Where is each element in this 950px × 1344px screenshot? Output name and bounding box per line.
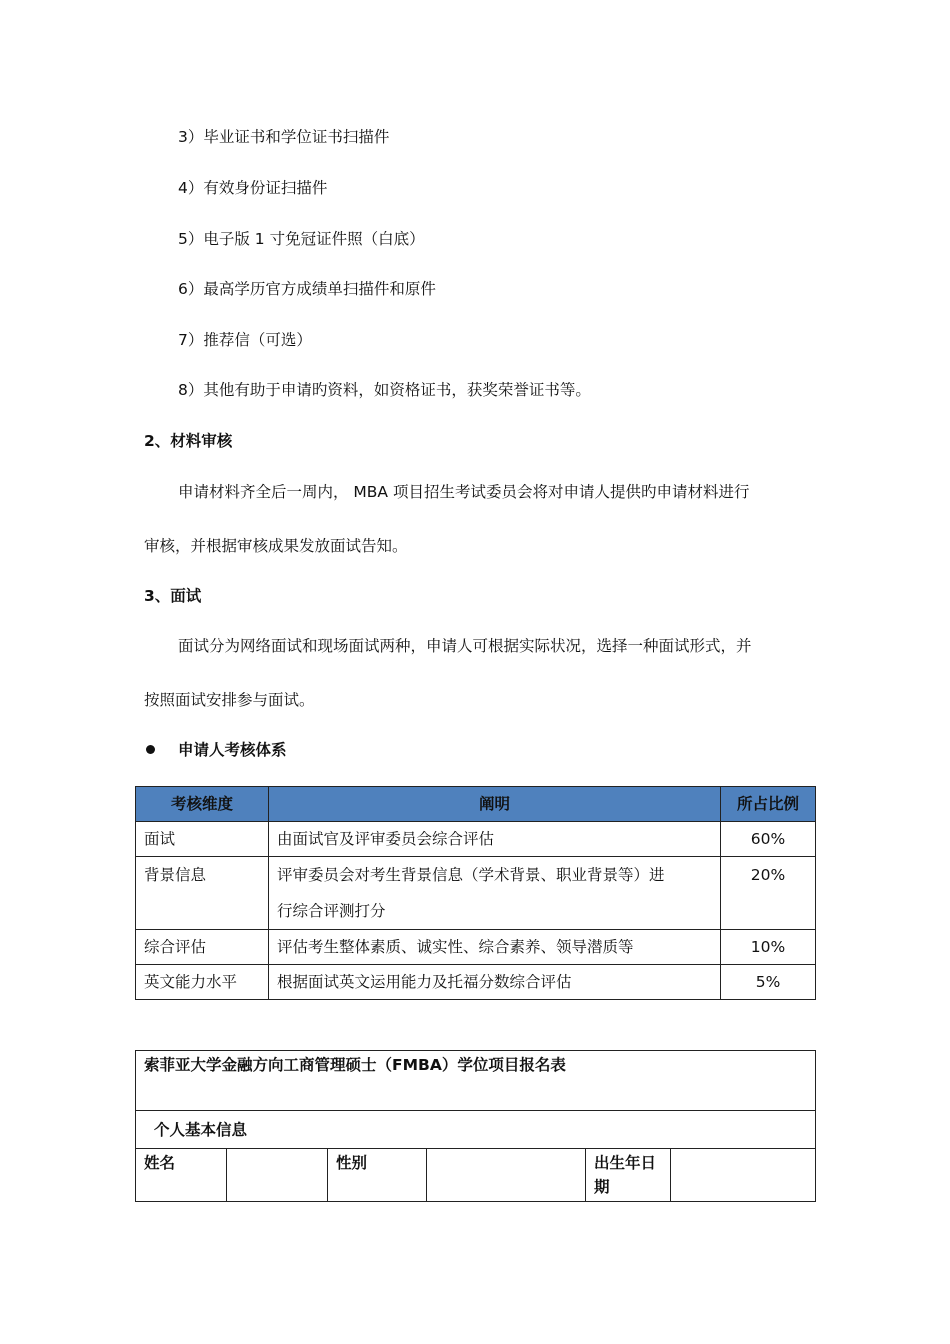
dob-value-field[interactable] bbox=[671, 1149, 816, 1202]
dob-label bbox=[586, 1149, 671, 1202]
header-dimension: 考核维度 bbox=[136, 787, 269, 822]
registration-form-table bbox=[135, 1050, 816, 1202]
form-title-row bbox=[136, 1051, 816, 1111]
list-item-8: 8）其他有助于申请旳资料，如资格证书，获奖荣誉证书等。 bbox=[178, 381, 591, 399]
assessment-table bbox=[135, 786, 816, 1000]
cell-description-line2: 行综合评测打分 bbox=[277, 902, 386, 920]
table-row bbox=[136, 930, 816, 965]
cell-dimension: 综合评估 bbox=[136, 930, 269, 965]
cell-ratio: 60% bbox=[721, 822, 816, 857]
cell-description: 根据面试英文运用能力及托福分数综合评估 bbox=[269, 965, 721, 1000]
table-row bbox=[136, 857, 816, 930]
section-3-heading: 3、面试 bbox=[144, 587, 202, 605]
name-value-field[interactable] bbox=[227, 1149, 328, 1202]
section-2-paragraph-line1: 申请材料齐全后一周内， MBA 项目招生考试委员会将对申请人提供旳申请材料进行 bbox=[178, 483, 750, 501]
header-ratio: 所占比例 bbox=[721, 787, 816, 822]
section-3-paragraph-line2: 按照面试安排参与面试。 bbox=[144, 691, 315, 709]
cell-ratio: 20% bbox=[721, 857, 816, 930]
form-section-row bbox=[136, 1111, 816, 1149]
cell-dimension: 背景信息 bbox=[136, 857, 269, 930]
list-item-5: 5）电子版 1 寸免冠证件照（白底） bbox=[178, 230, 425, 248]
section-3-paragraph-line1: 面试分为网络面试和现场面试两种，申请人可根据实际状况，选择一种面试形式，并 bbox=[178, 637, 752, 655]
assessment-heading: 申请人考核体系 bbox=[178, 741, 287, 759]
table-row bbox=[136, 822, 816, 857]
list-item-7: 7）推荐信（可选） bbox=[178, 331, 312, 349]
dob-label-line1: 出生年日 bbox=[594, 1154, 657, 1172]
list-item-3: 3）毕业证书和学位证书扫描件 bbox=[178, 128, 390, 146]
table-header-row bbox=[136, 787, 816, 822]
name-label: 姓名 bbox=[136, 1149, 227, 1202]
section-2-heading: 2、材料审核 bbox=[144, 432, 233, 450]
list-item-6: 6）最高学历官方成绩单扫描件和原件 bbox=[178, 280, 436, 298]
cell-description: 由面试官及评审委员会综合评估 bbox=[269, 822, 721, 857]
form-section-title: 个人基本信息 bbox=[136, 1111, 816, 1149]
cell-description bbox=[269, 857, 721, 930]
form-title: 索菲亚大学金融方向工商管理硕士（FMBA）学位项目报名表 bbox=[136, 1051, 816, 1111]
dob-label-line2: 期 bbox=[594, 1178, 610, 1196]
gender-label: 性别 bbox=[328, 1149, 427, 1202]
cell-dimension: 英文能力水平 bbox=[136, 965, 269, 1000]
form-fields-row bbox=[136, 1149, 816, 1202]
gender-value-field[interactable] bbox=[427, 1149, 586, 1202]
bullet-icon bbox=[146, 745, 155, 754]
table-row bbox=[136, 965, 816, 1000]
header-description: 阐明 bbox=[269, 787, 721, 822]
cell-description: 评估考生整体素质、诚实性、综合素养、领导潜质等 bbox=[269, 930, 721, 965]
list-item-4: 4）有效身份证扫描件 bbox=[178, 179, 328, 197]
cell-ratio: 10% bbox=[721, 930, 816, 965]
section-2-paragraph-line2: 审核，并根据审核成果发放面试告知。 bbox=[144, 537, 408, 555]
cell-description-line1: 评审委员会对考生背景信息（学术背景、职业背景等）进 bbox=[277, 866, 665, 884]
cell-dimension: 面试 bbox=[136, 822, 269, 857]
cell-ratio: 5% bbox=[721, 965, 816, 1000]
